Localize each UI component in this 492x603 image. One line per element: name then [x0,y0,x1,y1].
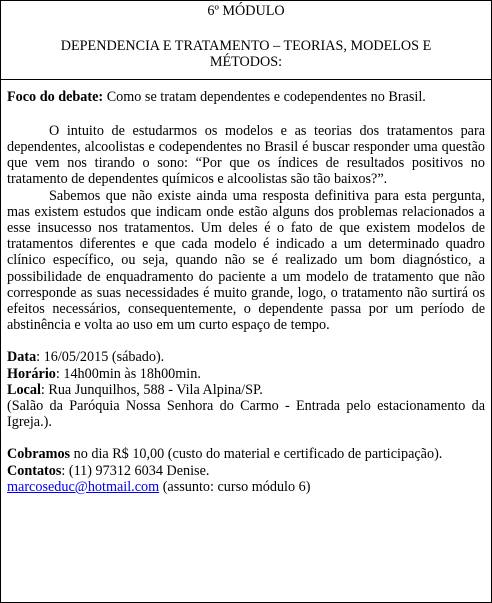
event-contacts-label: Contatos [7,462,62,479]
event-contacts [7,463,485,479]
event-date-label: Data [7,349,37,366]
body-paragraph: Sabemos que não existe ainda uma resposta definitiva para esta pergunta, mas existem estudos que indicam onde estão alguns dos problemas relacionados a esse insucesso nos tratamentos. Um deles é o fato de que existem modelos de tratamentos diferentes e que cada modelo é indicado a um determinado quadro clínico específico, ou seja, quando não se é realizado um bom diagnóstico, a possibilidade de enquadramento do paciente a um modelo de tratamento que não corresponde as suas necessidades é muito grande, logo, o tratamento não surtirá os efeitos necessários, consequentemente, o dependente passa por um período de abstinência e volta ao uso em um curto espaço de tempo. [7,187,485,334]
spacer [7,333,485,349]
intro-paragraph: O intuito de estudarmos os modelos e as teorias dos tratamentos para dependentes, alcoolistas e codependentes no Brasil é buscar responder uma questão que vem nos tirando o sono: “Por que os índices de resultados positivos no tratamento de dependentes químicos e alcoolistas são tão baixos?”. [7,122,485,188]
event-fee [7,446,485,462]
page-title: DEPENDENCIA E TRATAMENTO – TEORIAS, MODELOS E MÉTODOS: [60,38,432,71]
event-location-value: : Rua Junquilhos, 588 - Vila Alpina/SP. [40,381,263,398]
spacer [7,430,485,446]
event-location [7,382,485,398]
title-divider [1,79,491,80]
event-time-label: Horário [7,365,56,382]
event-fee-label: Cobramos [7,446,71,463]
module-title: 6º MÓDULO [207,3,285,19]
event-date-value: : 16/05/2015 (sábado). [36,349,165,366]
event-location-detail: (Salão da Paróquia Nossa Senhora do Carmo - Entrada pelo estacionamento da Igreja.). [7,398,485,431]
event-time [7,366,485,382]
debate-focus-label: Foco do debate: [7,88,104,105]
event-time-value: : 14h00min às 18h00min. [55,365,201,382]
event-contacts-value: : (11) 97312 6034 Denise. [61,462,210,479]
email-link[interactable]: marcoseduc@hotmail.com [7,478,160,495]
email-note: (assunto: curso módulo 6) [159,478,311,495]
event-email-line [7,479,485,495]
debate-focus [7,89,485,105]
debate-focus-text: Como se tratam dependentes e codependentes no Brasil. [103,88,426,105]
event-fee-value: no dia R$ 10,00 (custo do material e certificado de participação). [70,446,443,463]
event-date [7,349,485,365]
event-location-label: Local [7,381,41,398]
